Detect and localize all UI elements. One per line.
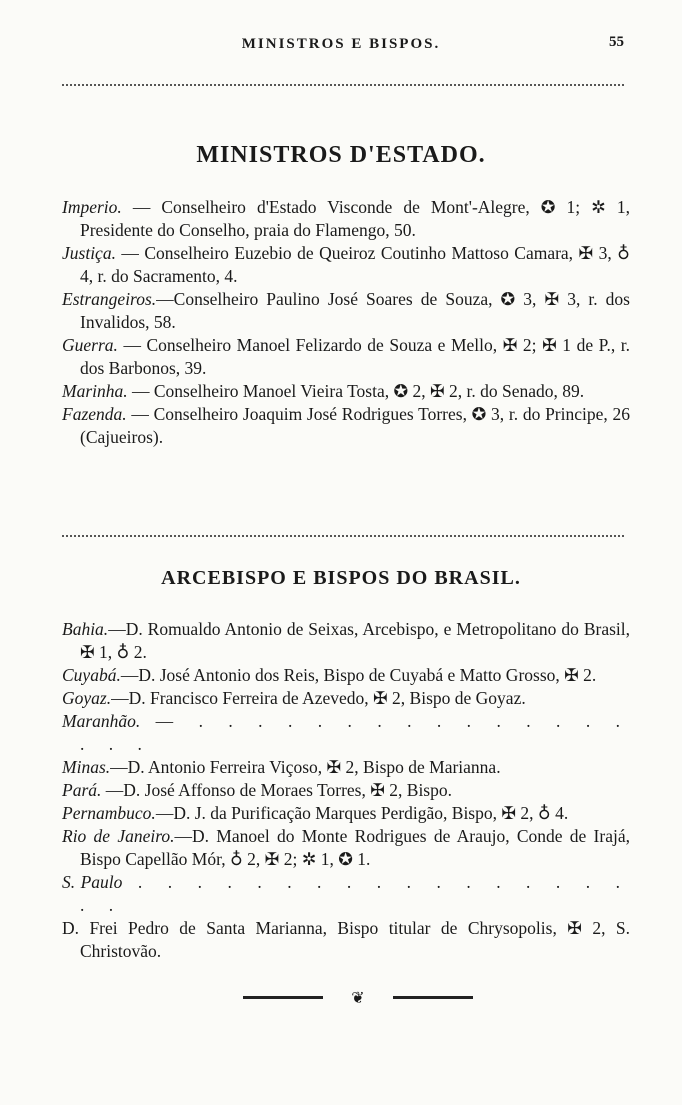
entry-text: —D. Francisco Ferreira de Azevedo, ✠ 2, Bispo de Goyaz. bbox=[111, 688, 526, 708]
entry-text: — Conselheiro Manoel Felizardo de Souza e Mello, ✠ 2; ✠ 1 de P., r. dos Barbonos, 39. bbox=[80, 335, 630, 378]
entry-label: Estrangeiros. bbox=[62, 289, 157, 309]
entry-label: Pará. bbox=[62, 780, 102, 800]
entry-estrangeiros bbox=[62, 288, 630, 334]
entry-label: Pernambuco. bbox=[62, 803, 156, 823]
ornament-bar-right bbox=[393, 996, 473, 999]
entry-label: Maranhão. bbox=[62, 711, 141, 731]
entry-label: Bahia. bbox=[62, 619, 109, 639]
entry-goyaz bbox=[62, 687, 630, 710]
entry-label: Cuyabá. bbox=[62, 665, 121, 685]
entry-label: Justiça. bbox=[62, 243, 116, 263]
ministros-list bbox=[62, 196, 630, 449]
top-divider bbox=[62, 84, 624, 86]
entry-label: Minas. bbox=[62, 757, 111, 777]
entry-label: Guerra. bbox=[62, 335, 118, 355]
entry-text: — Conselheiro Manoel Vieira Tosta, ✪ 2, ✠ 2, r. do Senado, 89. bbox=[127, 381, 585, 401]
entry-imperio bbox=[62, 196, 630, 242]
entry-label: Imperio. bbox=[62, 197, 122, 217]
entry-minas bbox=[62, 756, 630, 779]
entry-text: — Conselheiro Euzebio de Queiroz Coutinho Mattoso Camara, ✠ 3, ♁ 4, r. do Sacramento, 4. bbox=[80, 243, 630, 286]
entry-para bbox=[62, 779, 630, 802]
ornament-fleuron-icon: ❦ bbox=[351, 988, 365, 1007]
ornament-bar-left bbox=[243, 996, 323, 999]
entry-bahia bbox=[62, 618, 630, 664]
entry-text: — Conselheiro Joaquim José Rodrigues Torres, ✪ 3, r. do Principe, 26 (Cajueiros). bbox=[80, 404, 630, 447]
entry-text: D. Frei Pedro de Santa Marianna, Bispo titular de Chrysopolis, ✠ 2, S. Christovão. bbox=[62, 918, 630, 961]
entry-text: — Conselheiro d'Estado Visconde de Mont'-Alegre, ✪ 1; ✲ 1, Presidente do Conselho, praia do Flamengo, 50. bbox=[80, 197, 630, 240]
entry-text: —D. José Affonso de Moraes Torres, ✠ 2, Bispo. bbox=[101, 780, 452, 800]
entry-rio-de-janeiro bbox=[62, 825, 630, 871]
entry-fazenda bbox=[62, 403, 630, 449]
entry-sao-paulo bbox=[62, 871, 630, 917]
entry-text: . . . . . . . . . . . . . . . . . . . bbox=[80, 872, 631, 915]
entry-label: Fazenda. bbox=[62, 404, 127, 424]
entry-text: —D. Antonio Ferreira Viçoso, ✠ 2, Bispo de Marianna. bbox=[110, 757, 501, 777]
entry-maranhao bbox=[62, 710, 630, 756]
entry-text: —D. J. da Purificação Marques Perdigão, Bispo, ✠ 2, ♁ 4. bbox=[155, 803, 569, 823]
entry-text: — . . . . . . . . . . . . . . . . . . bbox=[80, 711, 630, 754]
entry-marinha bbox=[62, 380, 630, 403]
entry-label: Rio de Janeiro. bbox=[62, 826, 175, 846]
section-divider bbox=[62, 535, 624, 537]
entry-cuyaba bbox=[62, 664, 630, 687]
entry-pernambuco bbox=[62, 802, 630, 825]
section-title-ministros: MINISTROS D'ESTADO. bbox=[196, 142, 486, 168]
page-number: 55 bbox=[609, 34, 624, 50]
entry-guerra bbox=[62, 334, 630, 380]
entry-justica bbox=[62, 242, 630, 288]
entry-text: —D. Romualdo Antonio de Seixas, Arcebispo, e Metropolitano do Brasil, ✠ 1, ♁ 2. bbox=[80, 619, 630, 662]
entry-label: S. Paulo bbox=[62, 872, 123, 892]
entry-frei-pedro bbox=[62, 917, 630, 963]
section-title-bispos: ARCEBISPO E BISPOS DO BRASIL. bbox=[161, 567, 521, 589]
end-ornament bbox=[243, 988, 473, 1008]
entry-label: Goyaz. bbox=[62, 688, 112, 708]
entry-text: —D. José Antonio dos Reis, Bispo de Cuyabá e Matto Grosso, ✠ 2. bbox=[120, 665, 597, 685]
running-title: MINISTROS E BISPOS. bbox=[241, 36, 441, 52]
entry-label: Marinha. bbox=[62, 381, 128, 401]
bispos-list bbox=[62, 618, 630, 963]
entry-text: —Conselheiro Paulino José Soares de Souza, ✪ 3, ✠ 3, r. dos Invalidos, 58. bbox=[80, 289, 630, 332]
entry-text: —D. Manoel do Monte Rodrigues de Araujo, Conde de Irajá, Bispo Capellão Mór, ♁ 2, ✠ 2; ✲ 1, ✪ 1. bbox=[80, 826, 630, 869]
